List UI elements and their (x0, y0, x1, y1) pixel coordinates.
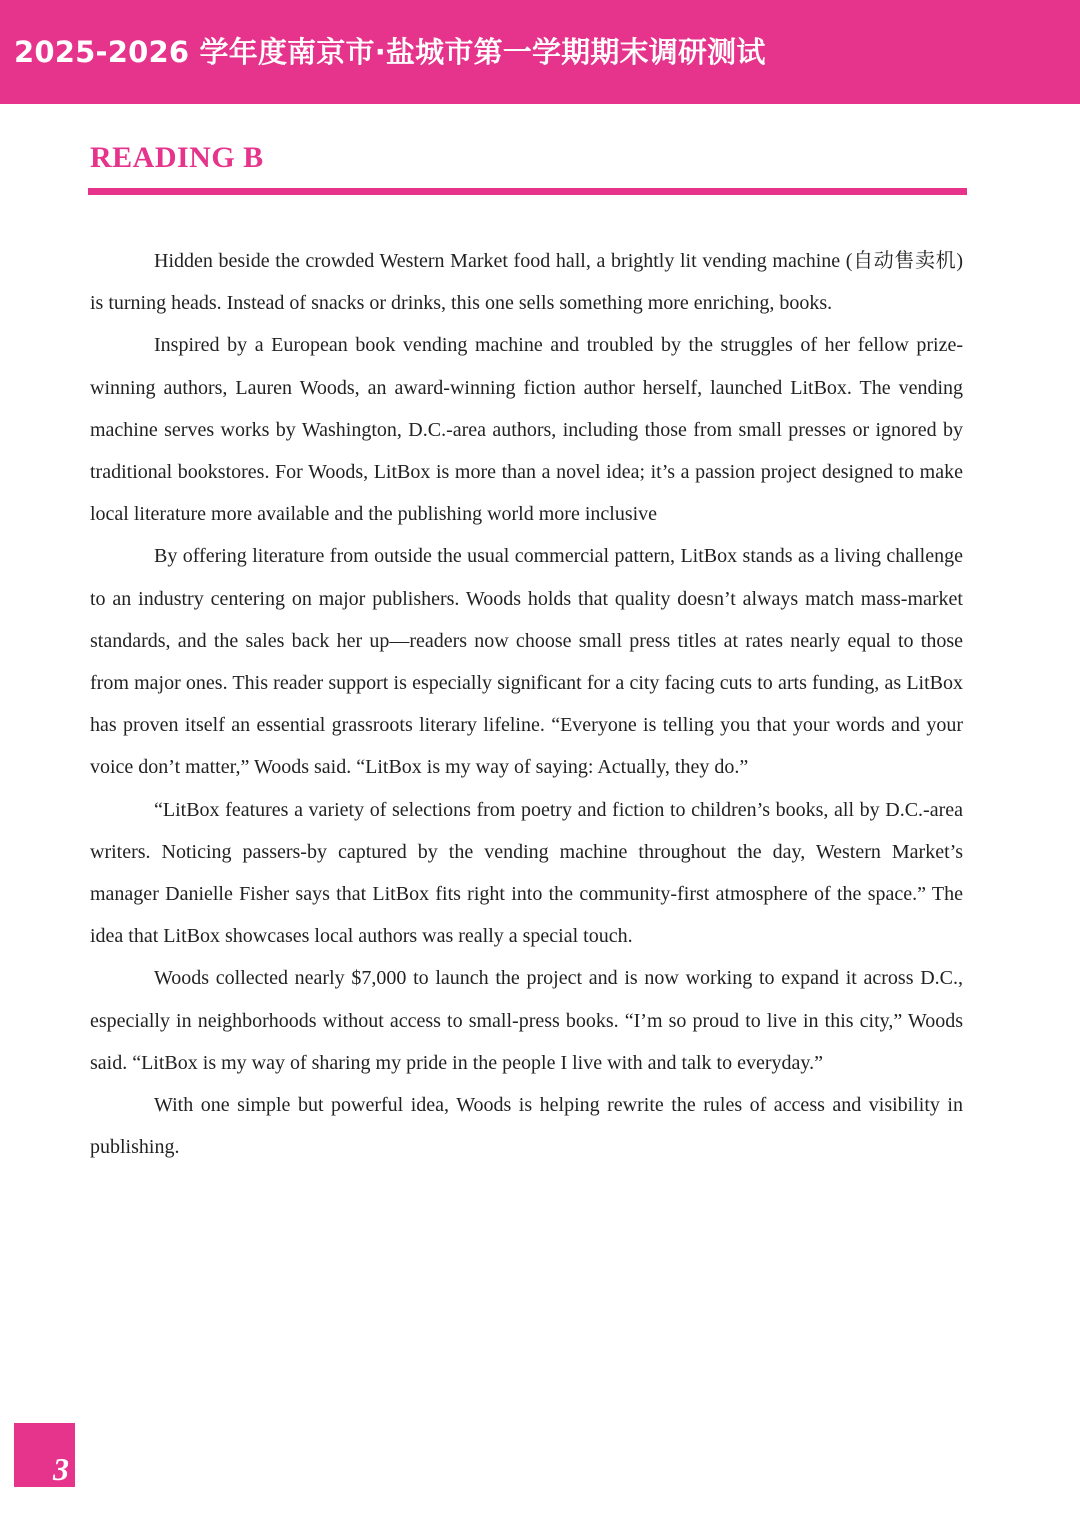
paragraph-2: Inspired by a European book vending machine and troubled by the struggles of her fellow prize-winning authors, Lauren Woods, an award-winning fiction author herself, launched LitBox. The vending machine serves works by Washington, D.C.-area authors, including those from small presses or ignored by traditional bookstores. For Woods, LitBox is more than a novel idea; it’s a passion project designed to make local literature more available and the publishing world more inclusive (90, 334, 963, 526)
exam-title: 2025-2026 学年度南京市·盐城市第一学期期末调研测试 (14, 35, 766, 69)
section-heading: READING B (90, 141, 264, 174)
reading-passage (90, 240, 963, 1168)
heading-divider (88, 188, 967, 195)
paragraph-4: “LitBox features a variety of selections from poetry and fiction to children’s books, all by D.C.-area writers. Noticing passers-by captured by the vending machine throughout the day, Western Market’s manager Danielle Fisher says that LitBox fits right into the community-first atmosphere of the space.” The idea that LitBox showcases local authors was really a special touch. (90, 798, 963, 948)
paragraph-3: By offering literature from outside the usual commercial pattern, LitBox stands as a living challenge to an industry centering on major publishers. Woods holds that quality doesn’t always match mass-market standards, and the sales back her up—readers now choose small press titles at rates nearly equal to those from major ones. This reader support is especially significant for a city facing cuts to arts funding, as LitBox has proven itself an essential grassroots literary lifeline. “Everyone is telling you that your words and your voice don’t matter,” Woods said. “LitBox is my way of saying: Actually, they do.” (90, 545, 963, 779)
header-bar (0, 0, 1080, 104)
page-number-badge (14, 1423, 75, 1487)
paragraph-6: With one simple but powerful idea, Woods is helping rewrite the rules of access and visibility in publishing. (90, 1094, 963, 1159)
paragraph-5: Woods collected nearly $7,000 to launch the project and is now working to expand it across D.C., especially in neighborhoods without access to small-press books. “I’m so proud to live in this city,” Woods said. “LitBox is my way of sharing my pride in the people I live with and talk to everyday.” (90, 967, 963, 1074)
page-number: 3 (53, 1451, 69, 1487)
paragraph-1: Hidden beside the crowded Western Market food hall, a brightly lit vending machine (自动售卖机) is turning heads. Instead of snacks or drinks, this one sells something more enriching, books. (90, 250, 963, 315)
